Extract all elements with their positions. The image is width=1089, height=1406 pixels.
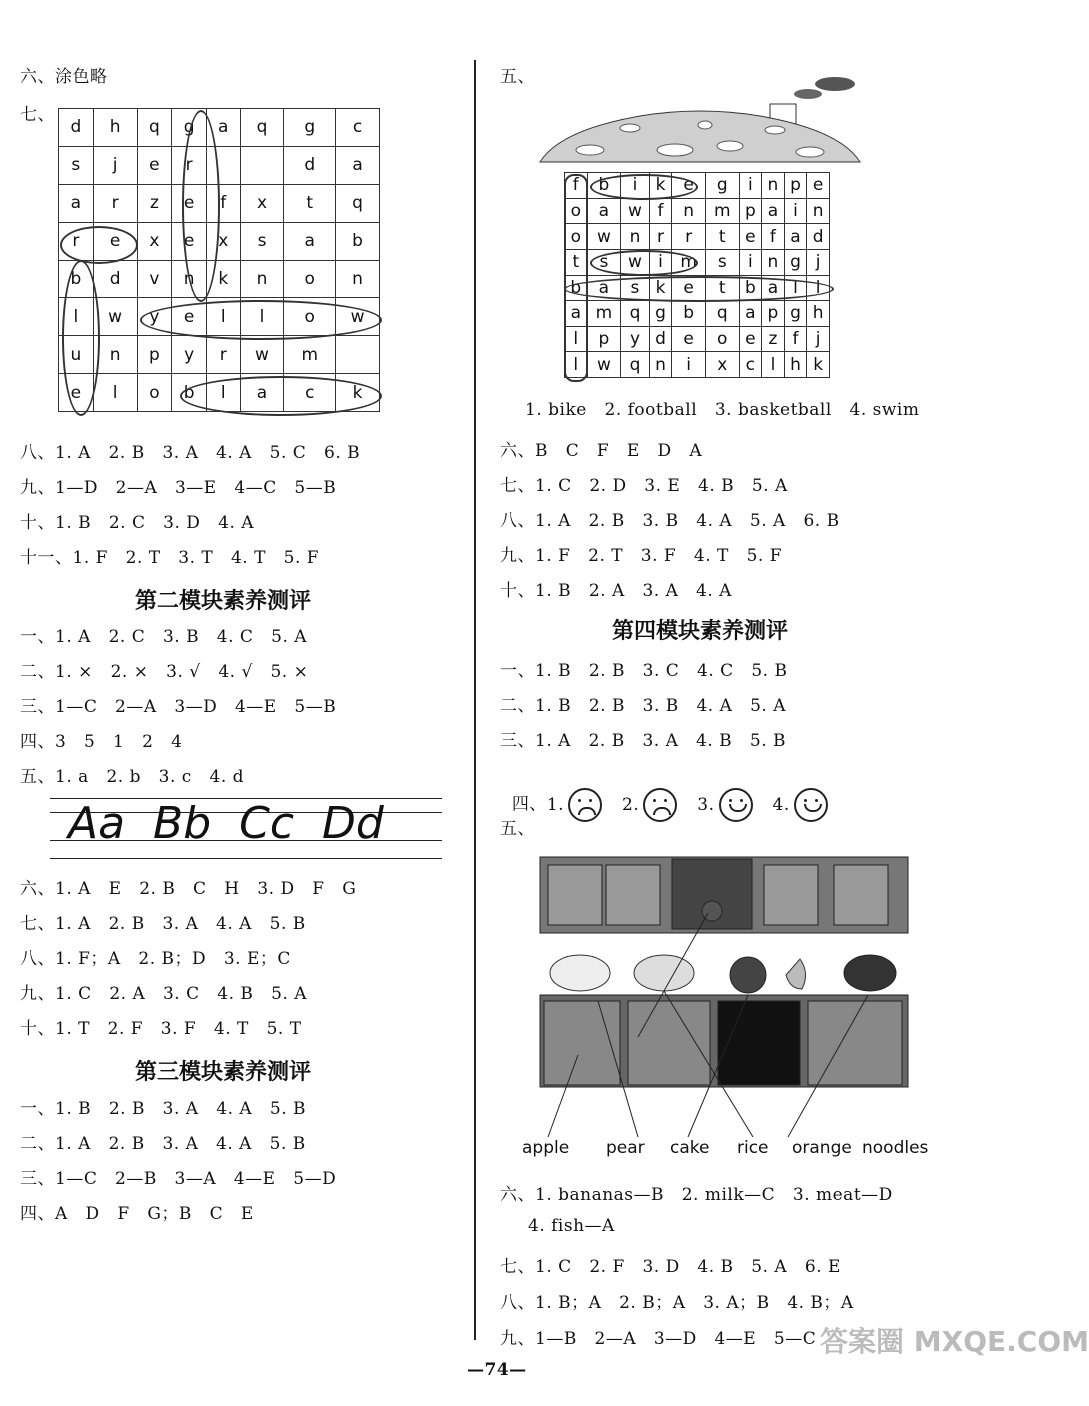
grid-cell: w <box>336 298 380 336</box>
grid-cell: l <box>93 374 137 412</box>
grid-cell: r <box>93 184 137 222</box>
answer-line: 五、1. a 2. b 3. c 4. d <box>20 767 245 787</box>
grid-cell: l <box>565 326 588 352</box>
grid-cell: a <box>59 184 94 222</box>
grid-cell: e <box>739 224 762 250</box>
grid-cell: r <box>649 224 672 250</box>
answer-line: 七、1. C 2. F 3. D 4. B 5. A 6. E <box>500 1257 841 1277</box>
grid-cell: b <box>565 275 588 301</box>
grid-cell: a <box>336 146 380 184</box>
grid-cell: g <box>784 301 807 327</box>
grid-cell: e <box>137 146 172 184</box>
grid-cell: a <box>240 374 284 412</box>
grid-cell: b <box>336 222 380 260</box>
answer-line: 4. fish—A <box>528 1216 615 1236</box>
grid-cell: y <box>172 336 207 374</box>
sad-face-icon <box>643 788 677 822</box>
answer-line: 七、1. A 2. B 3. A 4. A 5. B <box>20 914 306 934</box>
handwritten-letters: Aa Bb Cc Dd <box>68 798 384 849</box>
grid-cell: e <box>93 222 137 260</box>
grid-cell: k <box>206 260 240 298</box>
circle-green <box>182 110 220 302</box>
grid-cell: i <box>649 249 672 275</box>
grid-cell: r <box>672 224 706 250</box>
grid-cell <box>336 336 380 374</box>
grid-cell: k <box>649 173 672 199</box>
grid-cell: o <box>284 298 336 336</box>
heading-module-4: 第四模块素养测评 <box>612 619 789 644</box>
face-number: 3. <box>697 794 715 815</box>
answer-line: 九、1. C 2. A 3. C 4. B 5. A <box>20 984 308 1004</box>
grid-cell: o <box>705 326 739 352</box>
house-roof-illustration <box>530 70 870 180</box>
answer-line: 九、1—D 2—A 3—E 4—C 5—B <box>20 478 337 498</box>
grid-cell: y <box>621 326 650 352</box>
grid-cell: c <box>739 352 762 378</box>
section-5-label: 五、 <box>500 67 535 87</box>
grid-cell: g <box>705 173 739 199</box>
grid-cell: g <box>172 109 207 147</box>
grid-cell: b <box>59 260 94 298</box>
grid-cell: x <box>240 184 284 222</box>
answer-line: 八、1. A 2. B 3. B 4. A 5. A 6. B <box>500 511 840 531</box>
grid-cell: p <box>587 326 621 352</box>
grid-cell: l <box>762 352 785 378</box>
food-word-cake: cake <box>670 1138 710 1158</box>
grid-cell: j <box>807 326 830 352</box>
grid-cell: s <box>59 146 94 184</box>
grid-cell: n <box>336 260 380 298</box>
circle-swim <box>590 250 698 276</box>
grid-cell: y <box>137 298 172 336</box>
grid-cell: f <box>649 198 672 224</box>
grid-cell: p <box>739 198 762 224</box>
grid-cell: w <box>587 224 621 250</box>
grid-cell: q <box>621 352 650 378</box>
answer-line: 十、1. T 2. F 3. F 4. T 5. T <box>20 1019 302 1039</box>
house-answer: 1. bike 2. football 3. basketball 4. swim <box>525 400 920 420</box>
grid-cell: m <box>587 301 621 327</box>
grid-cell: s <box>240 222 284 260</box>
grid-cell: i <box>739 249 762 275</box>
grid-cell: o <box>565 198 588 224</box>
grid-cell: l <box>59 298 94 336</box>
grid-cell: r <box>172 146 207 184</box>
circle-black <box>180 376 382 416</box>
grid-cell: b <box>739 275 762 301</box>
grid-cell: f <box>565 173 588 199</box>
answer-line: 七、1. C 2. D 3. E 4. B 5. A <box>500 476 788 496</box>
happy-face-icon <box>794 788 828 822</box>
grid-cell: n <box>172 260 207 298</box>
grid-cell: h <box>784 352 807 378</box>
grid-cell: j <box>807 249 830 275</box>
grid-cell: k <box>336 374 380 412</box>
grid-cell: b <box>172 374 207 412</box>
grid-cell: q <box>621 301 650 327</box>
grid-cell: f <box>784 326 807 352</box>
circle-bike <box>590 174 698 200</box>
grid-cell: n <box>621 224 650 250</box>
grid-cell: w <box>93 298 137 336</box>
grid-cell: s <box>621 275 650 301</box>
face-number: 4. <box>772 794 790 815</box>
grid-cell: p <box>137 336 172 374</box>
grid-cell: z <box>762 326 785 352</box>
answer-line: 三、1—C 2—B 3—A 4—E 5—D <box>20 1169 337 1189</box>
grid-cell: e <box>672 173 706 199</box>
grid-cell: x <box>206 222 240 260</box>
answer-line: 二、1. × 2. × 3. √ 4. √ 5. × <box>20 662 309 682</box>
grid-cell: k <box>807 352 830 378</box>
grid-cell: i <box>784 198 807 224</box>
grid-cell: d <box>649 326 672 352</box>
grid-cell: e <box>672 326 706 352</box>
food-word-noodles: noodles <box>862 1138 929 1158</box>
heading-module-3: 第三模块素养测评 <box>135 1060 312 1085</box>
answer-line: 八、1. F；A 2. B；D 3. E；C <box>20 949 291 969</box>
grid-cell: e <box>59 374 94 412</box>
grid-cell: e <box>672 275 706 301</box>
grid-cell: a <box>587 198 621 224</box>
circle-blue <box>62 260 100 416</box>
answer-line: 三、1—C 2—A 3—D 4—E 5—B <box>20 697 337 717</box>
grid-cell: g <box>784 249 807 275</box>
grid-cell: e <box>739 326 762 352</box>
answer-line: 九、1—B 2—A 3—D 4—E 5—C <box>500 1329 817 1349</box>
answer-line: 九、1. F 2. T 3. F 4. T 5. F <box>500 546 783 566</box>
grid-cell: l <box>807 275 830 301</box>
grid-cell: o <box>565 224 588 250</box>
answer-line: 六、1. bananas—B 2. milk—C 3. meat—D <box>500 1185 893 1205</box>
grid-cell: t <box>705 275 739 301</box>
column-divider <box>474 60 476 1340</box>
grid-cell: h <box>807 301 830 327</box>
grid-cell: t <box>705 224 739 250</box>
grid-cell: a <box>565 301 588 327</box>
section-5b-label: 五、 <box>500 819 535 839</box>
grid-cell: q <box>336 184 380 222</box>
answer-line: 十一、1. F 2. T 3. T 4. T 5. F <box>20 548 320 568</box>
grid-cell: f <box>206 184 240 222</box>
food-word-apple: apple <box>522 1138 570 1158</box>
section-7-label: 七、 <box>20 105 55 125</box>
grid-cell: w <box>587 352 621 378</box>
section-6-label: 六、涂色略 <box>20 67 108 87</box>
grid-cell: z <box>137 184 172 222</box>
sad-face-icon <box>568 788 602 822</box>
grid-cell: a <box>784 224 807 250</box>
grid-cell: l <box>565 352 588 378</box>
grid-cell: d <box>807 224 830 250</box>
section-4-label: 四、 <box>511 794 547 815</box>
grid-cell: c <box>336 109 380 147</box>
heading-module-2: 第二模块素养测评 <box>135 589 312 614</box>
answer-line: 一、1. B 2. B 3. A 4. A 5. B <box>20 1099 306 1119</box>
answer-line: 三、1. A 2. B 3. A 4. B 5. B <box>500 731 786 751</box>
grid-cell: i <box>739 173 762 199</box>
grid-cell: r <box>206 336 240 374</box>
grid-cell: s <box>587 249 621 275</box>
grid-cell: e <box>172 222 207 260</box>
grid-cell: w <box>621 198 650 224</box>
grid-cell: t <box>284 184 336 222</box>
grid-cell: d <box>59 109 94 147</box>
face-number: 2. <box>622 794 640 815</box>
grid-cell: h <box>93 109 137 147</box>
grid-cell: o <box>137 374 172 412</box>
food-word-rice: rice <box>737 1138 769 1158</box>
face-number: 1. <box>546 794 565 815</box>
grid-cell: m <box>705 198 739 224</box>
happy-face-icon <box>719 788 753 822</box>
grid-cell: p <box>784 173 807 199</box>
grid-cell: n <box>762 249 785 275</box>
house-letter-grid <box>564 172 830 378</box>
grid-cell: r <box>59 222 94 260</box>
grid-cell: q <box>137 109 172 147</box>
grid-cell: b <box>672 301 706 327</box>
grid-cell <box>240 146 284 184</box>
grid-cell: n <box>93 336 137 374</box>
grid-cell: l <box>206 298 240 336</box>
grid-cell: q <box>705 301 739 327</box>
answer-line: 六、B C F E D A <box>500 441 703 461</box>
grid-cell: l <box>206 374 240 412</box>
grid-cell: n <box>807 198 830 224</box>
grid-cell: a <box>206 109 240 147</box>
answer-line: 十、1. B 2. A 3. A 4. A <box>500 581 732 601</box>
circle-football <box>564 174 588 382</box>
grid-cell: g <box>284 109 336 147</box>
house-word-grid <box>564 172 830 378</box>
grid-cell: u <box>59 336 94 374</box>
grid-cell: q <box>240 109 284 147</box>
grid-cell: d <box>93 260 137 298</box>
grid-cell: m <box>672 249 706 275</box>
answer-line: 四、A D F G；B C E <box>20 1204 254 1224</box>
grid-cell: e <box>172 298 207 336</box>
circle-basketball <box>564 276 834 302</box>
answer-line: 一、1. B 2. B 3. C 4. C 5. B <box>500 661 788 681</box>
watermark: 答案圈 MXQE.COM <box>820 1325 1089 1358</box>
answer-line: 一、1. A 2. C 3. B 4. C 5. A <box>20 627 308 647</box>
grid-cell: o <box>284 260 336 298</box>
grid-cell: i <box>672 352 706 378</box>
answer-line: 八、1. B；A 2. B；A 3. A；B 4. B；A <box>500 1293 854 1313</box>
grid-cell: d <box>284 146 336 184</box>
grid-cell: t <box>565 249 588 275</box>
grid-cell: s <box>705 249 739 275</box>
page-number: —74— <box>467 1360 527 1380</box>
answer-line: 二、1. A 2. B 3. A 4. A 5. B <box>20 1134 306 1154</box>
grid-cell: c <box>284 374 336 412</box>
faces-row <box>500 768 832 822</box>
grid-cell: j <box>93 146 137 184</box>
grid-cell: a <box>762 198 785 224</box>
grid-cell: x <box>137 222 172 260</box>
grid-cell: g <box>649 301 672 327</box>
answer-line: 二、1. B 2. B 3. B 4. A 5. A <box>500 696 786 716</box>
grid-cell: f <box>762 224 785 250</box>
grid-cell: n <box>240 260 284 298</box>
word-search-puzzle <box>58 108 380 412</box>
grid-cell: x <box>705 352 739 378</box>
grid-cell: n <box>762 173 785 199</box>
grid-cell: m <box>284 336 336 374</box>
grid-cell: p <box>762 301 785 327</box>
grid-cell: a <box>739 301 762 327</box>
grid-cell: v <box>137 260 172 298</box>
kitchen-cabinet-illustration <box>538 855 910 1090</box>
grid-cell: n <box>672 198 706 224</box>
grid-cell: w <box>240 336 284 374</box>
grid-cell: i <box>621 173 650 199</box>
grid-cell: l <box>784 275 807 301</box>
grid-cell: l <box>240 298 284 336</box>
grid-cell: k <box>649 275 672 301</box>
grid-cell: a <box>762 275 785 301</box>
answer-line: 十、1. B 2. C 3. D 4. A <box>20 513 255 533</box>
answer-line: 八、1. A 2. B 3. A 4. A 5. C 6. B <box>20 443 361 463</box>
food-word-orange: orange <box>792 1138 852 1158</box>
circle-yellow <box>140 300 382 340</box>
grid-cell: w <box>621 249 650 275</box>
grid-cell: e <box>172 184 207 222</box>
grid-cell: n <box>649 352 672 378</box>
answer-line: 六、1. A E 2. B C H 3. D F G <box>20 879 357 899</box>
circle-red <box>60 226 138 264</box>
grid-cell: a <box>284 222 336 260</box>
answer-line: 四、3 5 1 2 4 <box>20 732 183 752</box>
food-word-pear: pear <box>606 1138 645 1158</box>
grid-cell: e <box>807 173 830 199</box>
grid-cell: b <box>587 173 621 199</box>
grid-cell: a <box>587 275 621 301</box>
